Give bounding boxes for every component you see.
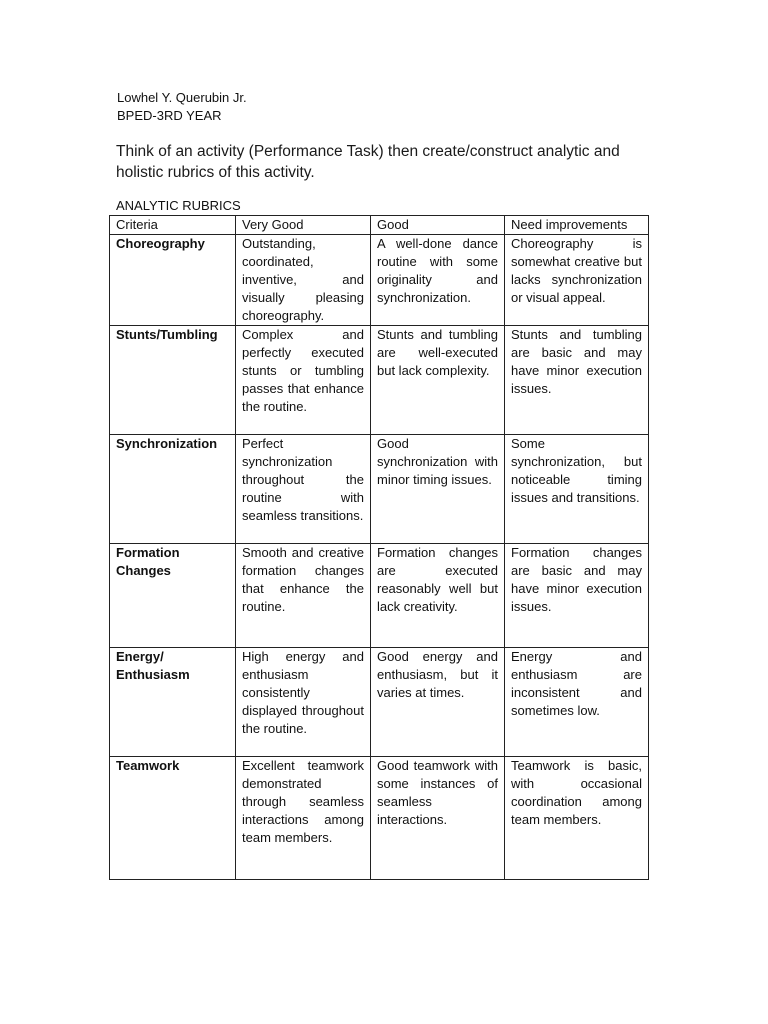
criteria-cell: Choreography bbox=[110, 235, 236, 326]
need-improvements-cell: Choreography is somewhat creative but lacks synchronization or visual appeal. bbox=[505, 235, 649, 326]
criteria-cell: Teamwork bbox=[110, 757, 236, 880]
section-title: ANALYTIC RUBRICS bbox=[116, 198, 241, 213]
good-cell: Formation changes are executed reasonably well but lack creativity. bbox=[371, 544, 505, 648]
good-cell: Stunts and tumbling are well-executed but lack complexity. bbox=[371, 326, 505, 435]
analytic-rubric-table bbox=[109, 215, 649, 880]
criteria-cell: Energy/ Enthusiasm bbox=[110, 648, 236, 757]
very-good-cell: Smooth and creative formation changes that enhance the routine. bbox=[236, 544, 371, 648]
need-improvements-cell: Energy and enthusiasm are inconsistent and sometimes low. bbox=[505, 648, 649, 757]
very-good-cell: Complex and perfectly executed stunts or tumbling passes that enhance the routine. bbox=[236, 326, 371, 435]
table-row bbox=[110, 326, 649, 435]
criteria-cell: Stunts/Tumbling bbox=[110, 326, 236, 435]
table-row bbox=[110, 235, 649, 326]
good-cell: Good synchronization with minor timing issues. bbox=[371, 435, 505, 544]
very-good-cell: Excellent teamwork demonstrated through seamless interactions among team members. bbox=[236, 757, 371, 880]
need-improvements-cell: Stunts and tumbling are basic and may have minor execution issues. bbox=[505, 326, 649, 435]
author-name: Lowhel Y. Querubin Jr. bbox=[117, 90, 247, 105]
very-good-cell: Perfect synchronization throughout the routine with seamless transitions. bbox=[236, 435, 371, 544]
table-row bbox=[110, 757, 649, 880]
column-header-good: Good bbox=[371, 216, 505, 235]
task-prompt: Think of an activity (Performance Task) then create/construct analytic and holistic rubrics of this activity. bbox=[116, 143, 620, 181]
author-course: BPED-3RD YEAR bbox=[117, 108, 222, 123]
column-header-criteria: Criteria bbox=[110, 216, 236, 235]
column-header-need-improvements: Need improvements bbox=[505, 216, 649, 235]
column-header-very-good: Very Good bbox=[236, 216, 371, 235]
table-row bbox=[110, 648, 649, 757]
need-improvements-cell: Some synchronization, but noticeable timing issues and transitions. bbox=[505, 435, 649, 544]
need-improvements-cell: Formation changes are basic and may have minor execution issues. bbox=[505, 544, 649, 648]
good-cell: Good teamwork with some instances of seamless interactions. bbox=[371, 757, 505, 880]
need-improvements-cell: Teamwork is basic, with occasional coordination among team members. bbox=[505, 757, 649, 880]
table-header-row bbox=[110, 216, 649, 235]
criteria-cell: Synchronization bbox=[110, 435, 236, 544]
criteria-cell: Formation Changes bbox=[110, 544, 236, 648]
good-cell: Good energy and enthusiasm, but it varies at times. bbox=[371, 648, 505, 757]
table-row bbox=[110, 544, 649, 648]
very-good-cell: Outstanding, coordinated, inventive, and visually pleasing choreography. bbox=[236, 235, 371, 326]
author-block bbox=[117, 89, 247, 125]
very-good-cell: High energy and enthusiasm consistently displayed throughout the routine. bbox=[236, 648, 371, 757]
good-cell: A well-done dance routine with some originality and synchronization. bbox=[371, 235, 505, 326]
table-row bbox=[110, 435, 649, 544]
